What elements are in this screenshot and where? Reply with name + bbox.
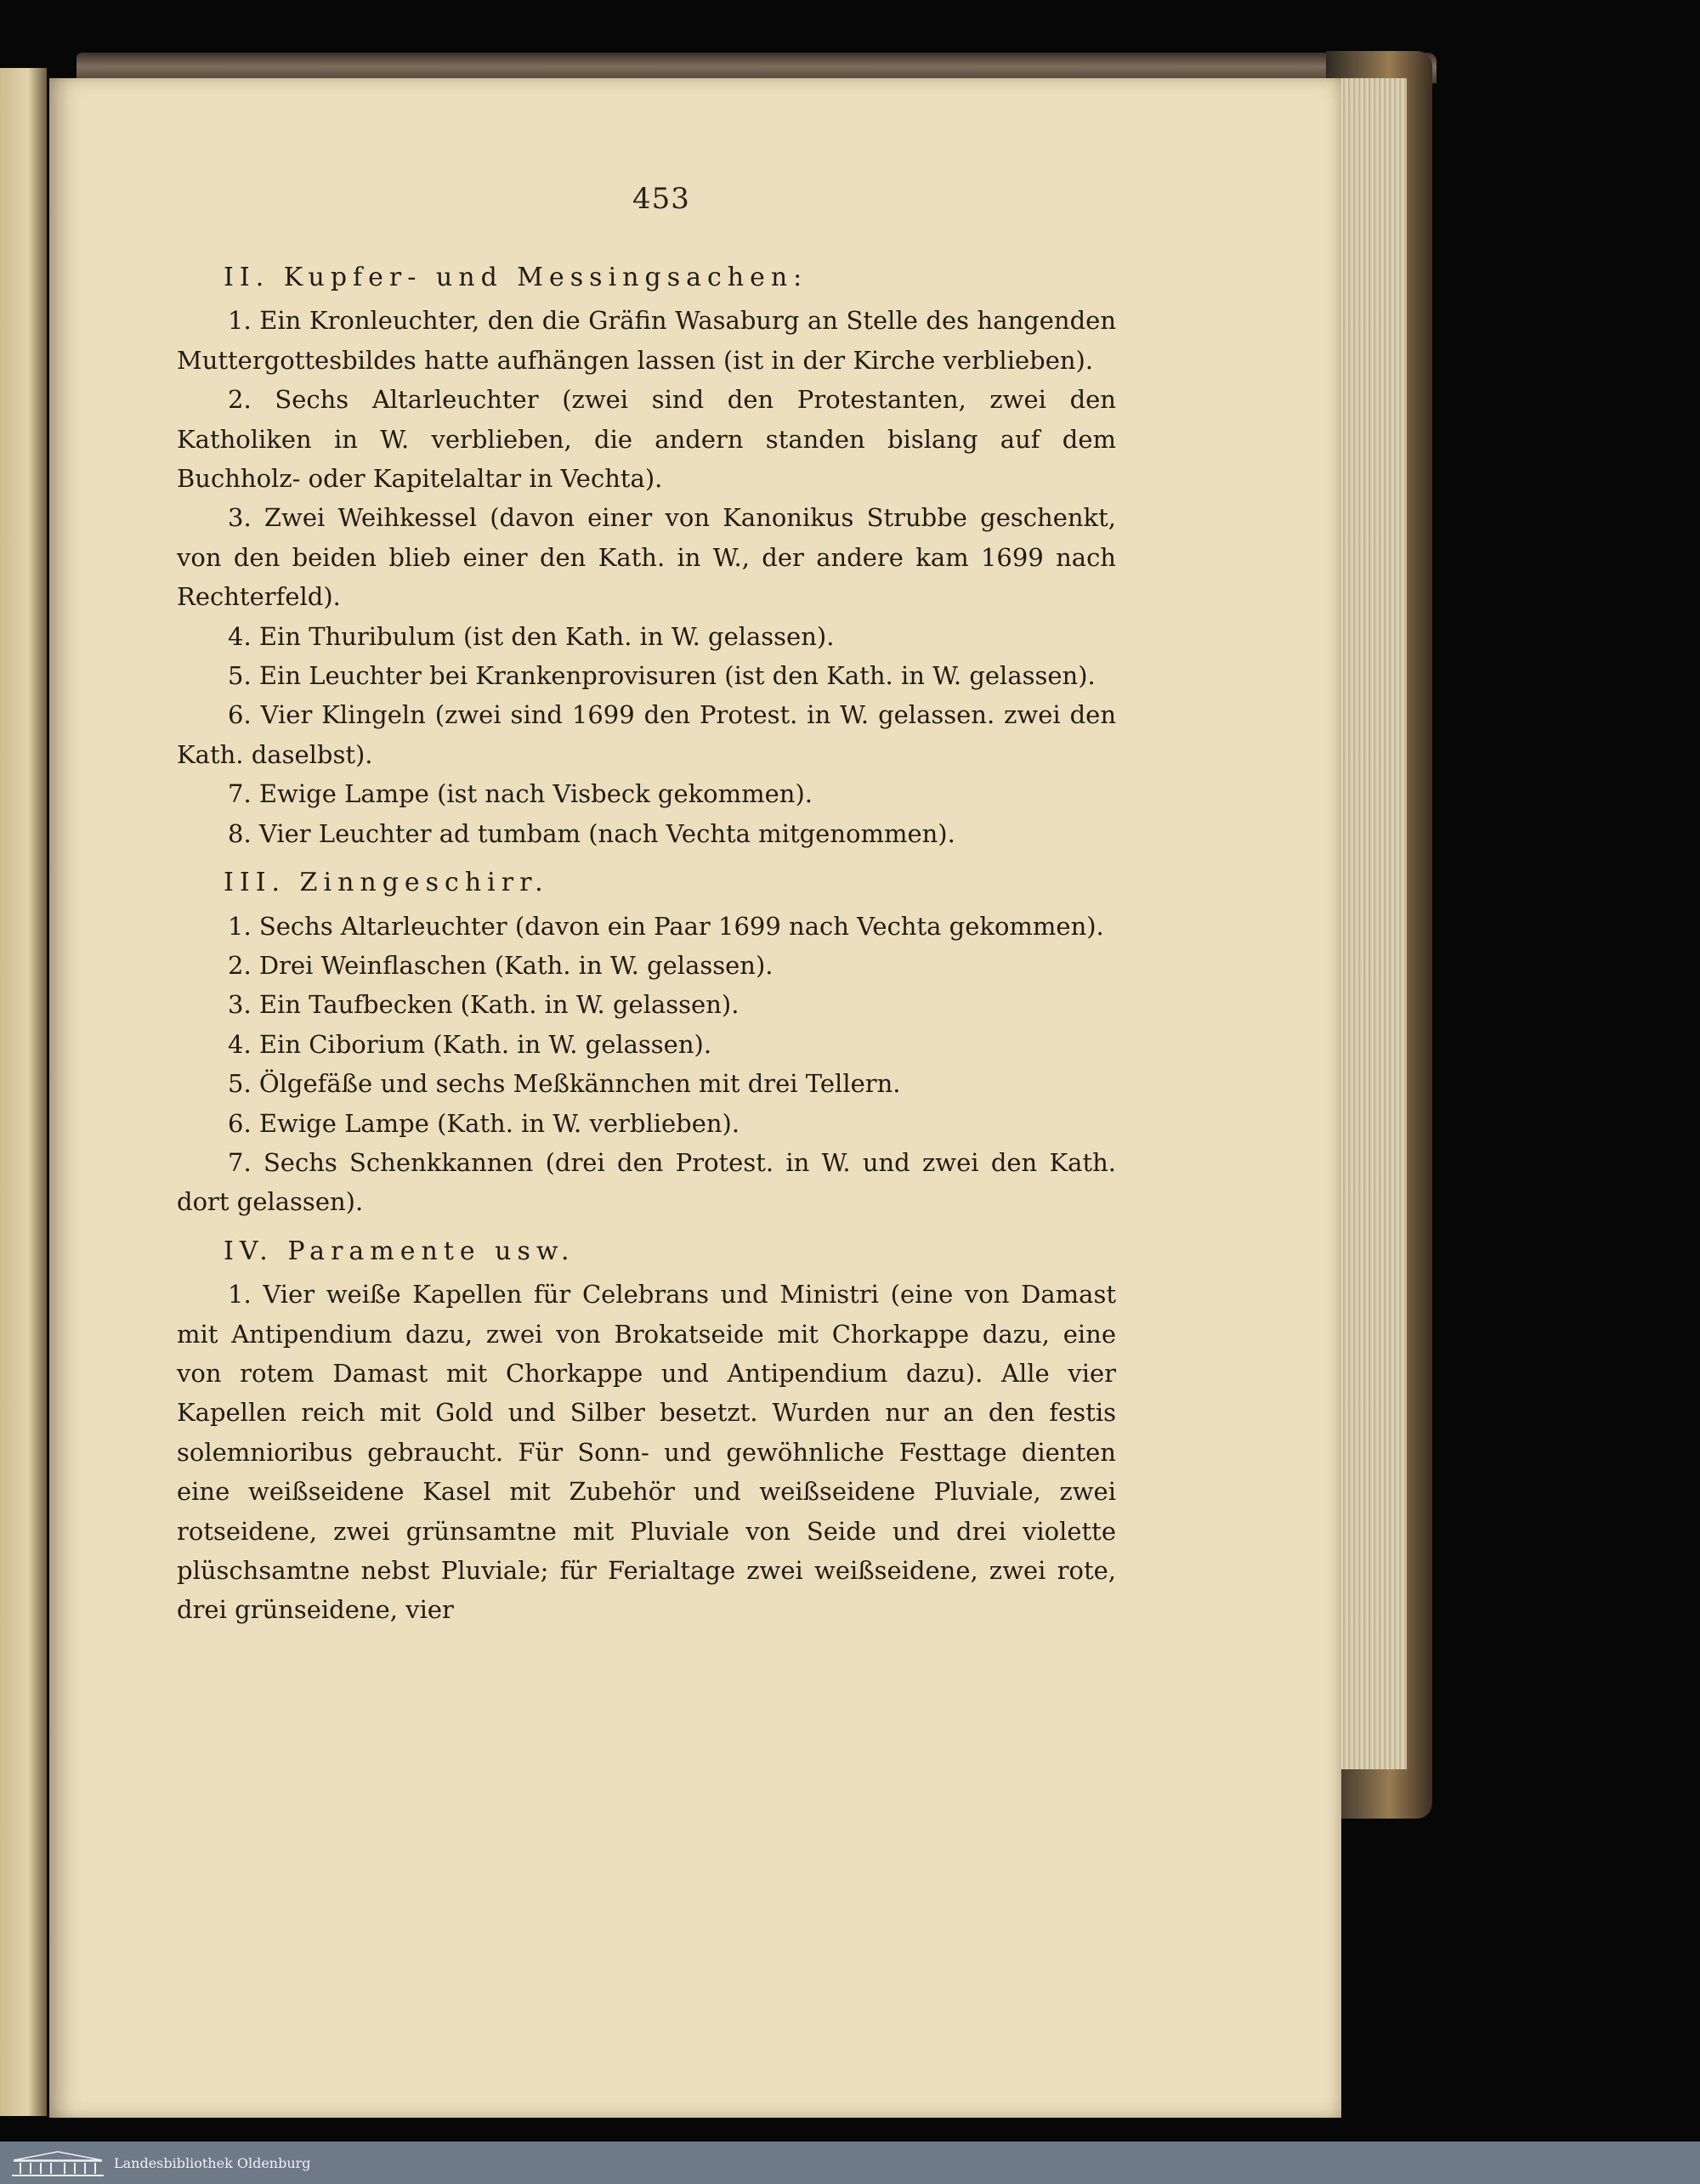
list-item: 4. Ein Thuribulum (ist den Kath. in W. gelassen). (228, 621, 835, 651)
book-page (49, 78, 1341, 2118)
section-copper-brass (177, 258, 1116, 853)
list-item: 4. Ein Ciborium (Kath. in W. gelassen). (228, 1029, 712, 1059)
list-item: 7. Sechs Schenkkannen (drei den Protest. in W. und zwei den Kath. dort gelassen). (177, 1147, 1116, 1217)
list-item: 6. Vier Klingeln (zwei sind 1699 den Protest. in W. gelassen. zwei den Kath. daselbst). (177, 700, 1116, 769)
section-heading: IV. Paramente usw. (224, 1236, 575, 1266)
list-item: 5. Ein Leuchter bei Krankenprovisuren (ist den Kath. in W. gelassen). (228, 661, 1096, 691)
library-building-icon (7, 2148, 109, 2177)
page-text (177, 248, 1116, 1630)
page-number: 453 (632, 182, 690, 216)
previous-page-edge (0, 68, 47, 2116)
section-pewter (177, 863, 1116, 1222)
footer-bar (0, 2142, 1700, 2184)
section-paraments (177, 1232, 1116, 1630)
list-item: 3. Zwei Weihkessel (davon einer von Kanonikus Strubbe geschenkt, von den beiden blieb einer den Kath. in W., der andere kam 1699 nach Rechterfeld). (177, 503, 1116, 612)
list-item: 2. Sechs Altarleuchter (zwei sind den Protestanten, zwei den Katholiken in W. verblieben, die andern standen bislang auf dem Buchholz- oder Kapitelaltar in Vechta). (177, 385, 1116, 494)
page-edges-stack (1339, 78, 1407, 1769)
list-item: 8. Vier Leuchter ad tumbam (nach Vechta mitgenommen). (228, 818, 955, 848)
list-item: 2. Drei Weinflaschen (Kath. in W. gelassen). (228, 950, 774, 980)
list-item: 1. Vier weiße Kapellen für Celebrans und Ministri (eine von Damast mit Antipendium dazu, zwei von Brokatseide mit Chorkappe dazu, eine von rotem Damast mit Chorkappe und Antipendium dazu). Alle vier Kapellen reich mit Gold und Silber besetzt. Wurden nur an den festis solemnioribus gebraucht. Für Sonn- und gewöhnliche Festtage dienten eine weißseidene Kasel mit Zubehör und weißseidene Pluviale, zwei rotseidene, zwei grünsamtne mit Pluviale von Seide und drei violette plüschsamtne nebst Pluviale; für Ferialtage zwei weißseidene, zwei rote, drei grünseidene, vier (177, 1280, 1116, 1625)
list-item: 5. Ölgefäße und sechs Meßkännchen mit drei Tellern. (228, 1069, 901, 1099)
section-heading: II. Kupfer- und Messingsachen: (224, 263, 808, 292)
section-heading: III. Zinngeschirr. (224, 868, 549, 898)
footer-library-name[interactable]: Landesbibliothek Oldenburg (114, 2154, 311, 2171)
list-item: 1. Sechs Altarleuchter (davon ein Paar 1699 nach Vechta gekommen). (228, 911, 1104, 941)
list-item: 1. Ein Kronleuchter, den die Gräfin Wasaburg an Stelle des hangenden Muttergottesbildes hatte aufhängen lassen (ist in der Kirche verblieben). (177, 306, 1116, 375)
list-item: 6. Ewige Lampe (Kath. in W. verblieben). (228, 1108, 740, 1138)
list-item: 7. Ewige Lampe (ist nach Visbeck gekommen). (228, 779, 813, 809)
list-item: 3. Ein Taufbecken (Kath. in W. gelassen). (228, 990, 740, 1020)
